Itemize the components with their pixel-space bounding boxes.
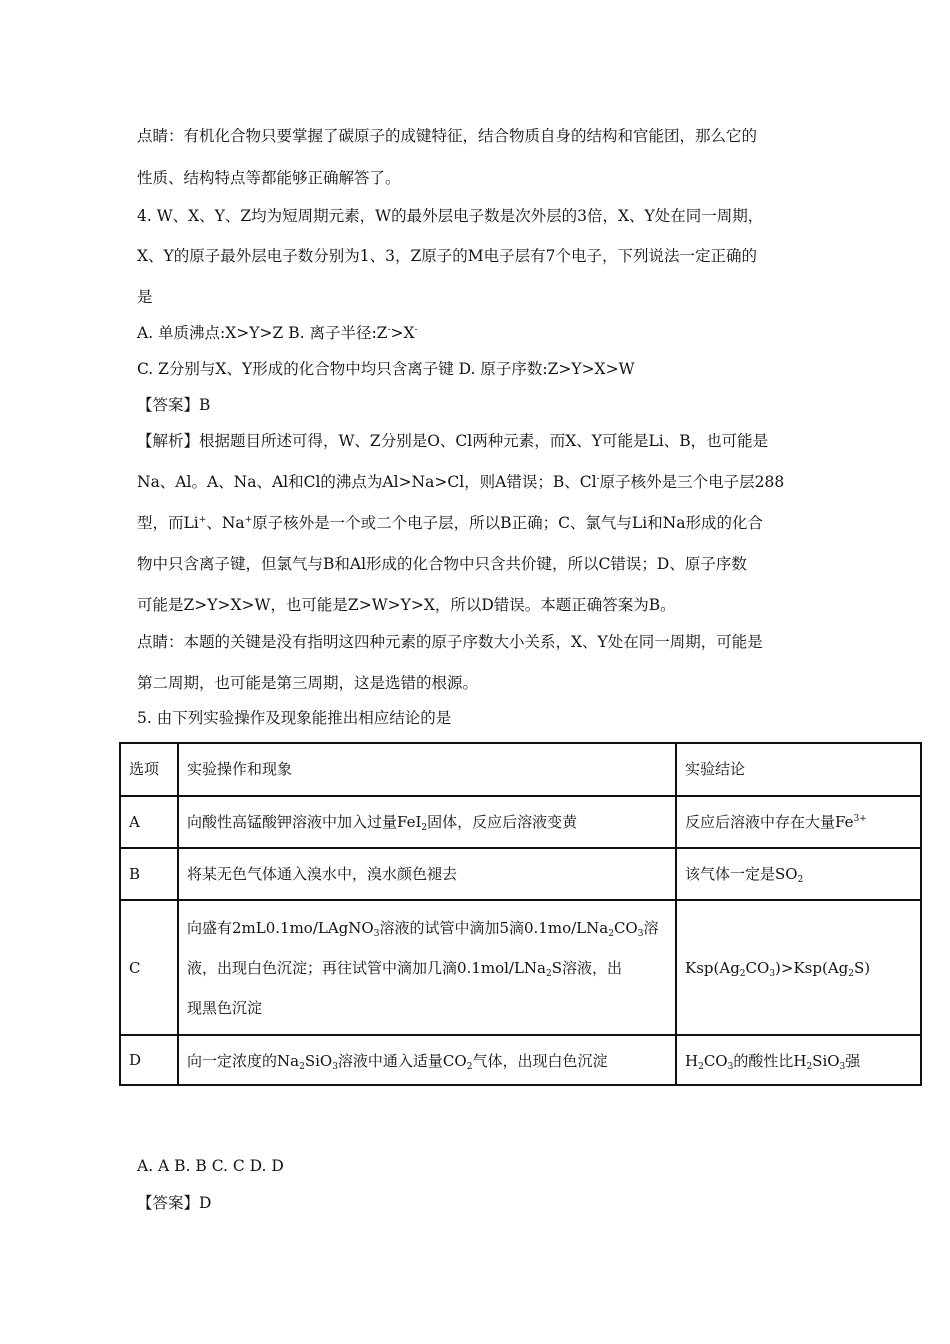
operation-line: 向盛有2mL0.1mo/LAgNO$_3$溶液的试管中滴加5滴$0.1mo/LNa_2CO_3$溶 (187, 918, 659, 939)
question-5-stem: 5. 由下列实验操作及现象能推出相应结论的是 (137, 709, 452, 727)
answer-5: 【答案】D (137, 1194, 212, 1212)
header-conclusion: 实验结论 (676, 743, 921, 796)
operation-cell: 将某无色气体通入溴水中，溴水颜色褪去 (178, 848, 676, 900)
analysis-line-2: Na、Al。A、Na、Al和Cl的沸点为Al>Na>Cl，则A错误；B、Cl-原子核外是三个电子层288 (137, 473, 785, 491)
table-row (120, 848, 921, 900)
conclusion-cell: 反应后溶液中存在大量$Fe^{3+}$ (676, 796, 921, 848)
answer-4: 【答案】B (137, 396, 211, 414)
analysis-line-3: 型，而Li+、Na+原子核外是一个或二个电子层，所以B正确；C、氯气与Li和Na形成的化合 (137, 514, 763, 532)
operation-cell: 向酸性高锰酸钾溶液中加入过量FeI$_2$固体，反应后溶液变黄 (178, 796, 676, 848)
operation-line: 现黑色沉淀 (187, 998, 263, 1017)
operation-line: 液，出现白色沉淀；再往试管中滴加几滴0.1mol/LNa$_2$S溶液，出 (187, 958, 623, 979)
note-line-4: 第二周期，也可能是第三周期，这是选错的根源。 (137, 674, 479, 692)
note-line-1: 点睛：有机化合物只要掌握了碳原子的成键特征，结合物质自身的结构和官能团，那么它的 (137, 127, 758, 145)
analysis-line-4: 物中只含离子键，但氯气与B和Al形成的化合物中只含共价键，所以C错误；D、原子序数 (137, 555, 747, 573)
option-cell: D (120, 1035, 178, 1085)
question-4-line-3: 是 (137, 288, 153, 306)
option-cell: A (120, 796, 178, 848)
analysis-line-5: 可能是Z>Y>X>W，也可能是Z>W>Y>X，所以D错误。本题正确答案为B。 (137, 596, 676, 614)
conclusion-cell: $Ksp(Ag_2CO_3)>Ksp(Ag_2S)$ (676, 900, 921, 1035)
question-4-line-2: X、Y的原子最外层电子数分别为1、3，Z原子的M电子层有7个电子，下列说法一定正确的 (137, 247, 757, 265)
note-line-3: 点睛：本题的关键是没有指明这四种元素的原子序数大小关系，X、Y处在同一周期，可能是 (137, 633, 763, 651)
operation-cell (178, 900, 676, 1035)
question-4-options-ab: A. 单质沸点:X>Y>Z B. 离子半径:Z->X- (137, 324, 418, 342)
question-4-line-1: 4. W、X、Y、Z均为短周期元素，W的最外层电子数是次外层的3倍，X、Y处在同一周期， (137, 207, 764, 225)
option-cell: B (120, 848, 178, 900)
operation-cell: 向一定浓度的$Na_2SiO_3$溶液中通入适量$CO_2$气体，出现白色沉淀 (178, 1035, 676, 1085)
option-cell: C (120, 900, 178, 1035)
note-line-2: 性质、结构特点等都能够正确解答了。 (137, 169, 401, 187)
table-row (120, 900, 921, 1035)
conclusion-cell: 该气体一定是$SO_2$ (676, 848, 921, 900)
conclusion-cell: $H_2CO_3$的酸性比$H_2SiO_3$强 (676, 1035, 921, 1085)
question-4-options-cd: C. Z分别与X、Y形成的化合物中均只含离子键 D. 原子序数:Z>Y>X>W (137, 360, 635, 378)
header-option: 选项 (120, 743, 178, 796)
question-5-table (119, 742, 922, 1086)
question-5-options: A. A B. B C. C D. D (137, 1157, 284, 1175)
table-row (120, 1035, 921, 1085)
analysis-line-1: 【解析】根据题目所述可得，W、Z分别是O、Cl两种元素，而X、Y可能是Li、B，也可能是 (137, 432, 769, 450)
table-row (120, 796, 921, 848)
table-header-row (120, 743, 921, 796)
header-operation: 实验操作和现象 (178, 743, 676, 796)
